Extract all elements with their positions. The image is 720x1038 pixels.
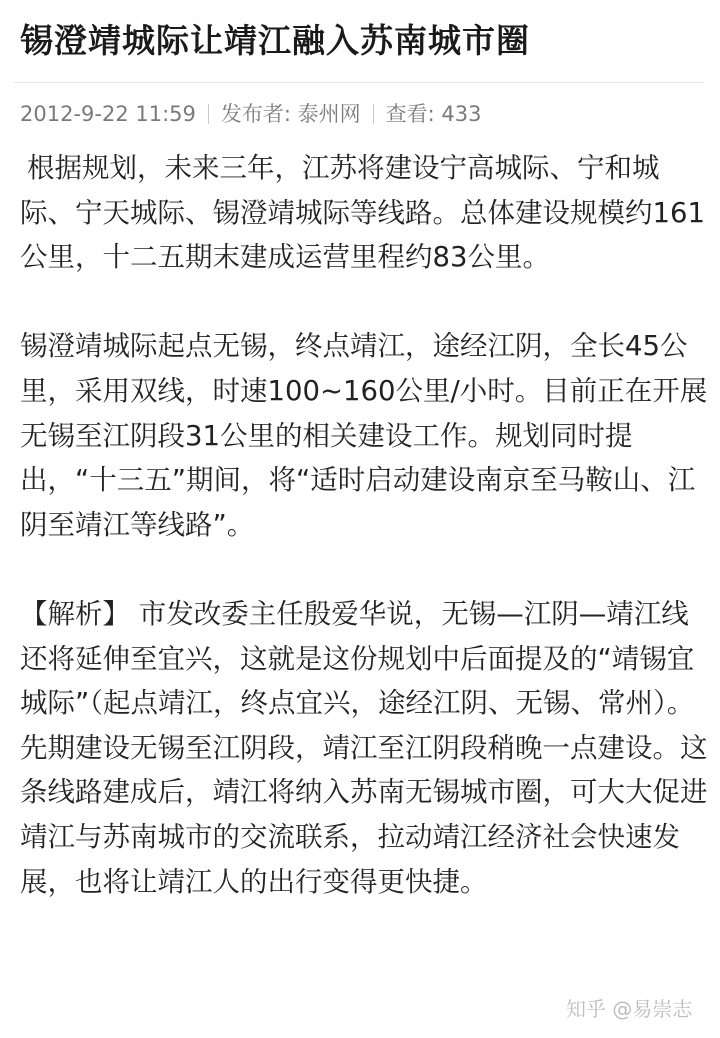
article-body	[20, 146, 710, 949]
publisher-link[interactable]: 发布者: 泰州网	[220, 102, 361, 126]
title-divider	[14, 82, 704, 83]
article-title: 锡澄靖城际让靖江融入苏南城市圈	[20, 21, 530, 60]
article-meta	[20, 96, 481, 132]
zhihu-watermark: 知乎 @易崇志	[566, 997, 693, 1021]
article-paragraph: 锡澄靖城际起点无锡，终点靖江，途经江阴，全长45公里，采用双线，时速100~160公里/小时。目前正在开展无锡至江阴段31公里的相关建设工作。规划同时提出，“十三五”期间，将“适时启动建设南京至马鞍山、江阴至靖江等线路”。	[20, 330, 708, 541]
article-paragraph: 【解析】 市发改委主任殷爱华说，无锡—江阴—靖江线还将延伸至宜兴，这就是这份规划中后面提及的“靖锡宜城际”（起点靖江，终点宜兴，途经江阴、无锡、常州）。先期建设无锡至江阴段，靖江至江阴段稍晚一点建设。这条线路建成后，靖江将纳入苏南无锡城市圈，可大大促进靖江与苏南城市的交流联系，拉动靖江经济社会快速发展，也将让靖江人的出行变得更快捷。	[20, 597, 708, 898]
publish-date: 2012-9-22 11:59	[20, 102, 196, 126]
meta-separator	[208, 104, 209, 124]
meta-separator	[373, 104, 374, 124]
article-paragraph: 根据规划，未来三年，江苏将建设宁高城际、宁和城际、宁天城际、锡澄靖城际等线路。总体建设规模约161公里，十二五期末建成运营里程约83公里。	[20, 152, 705, 274]
view-count: 查看: 433	[385, 102, 482, 126]
